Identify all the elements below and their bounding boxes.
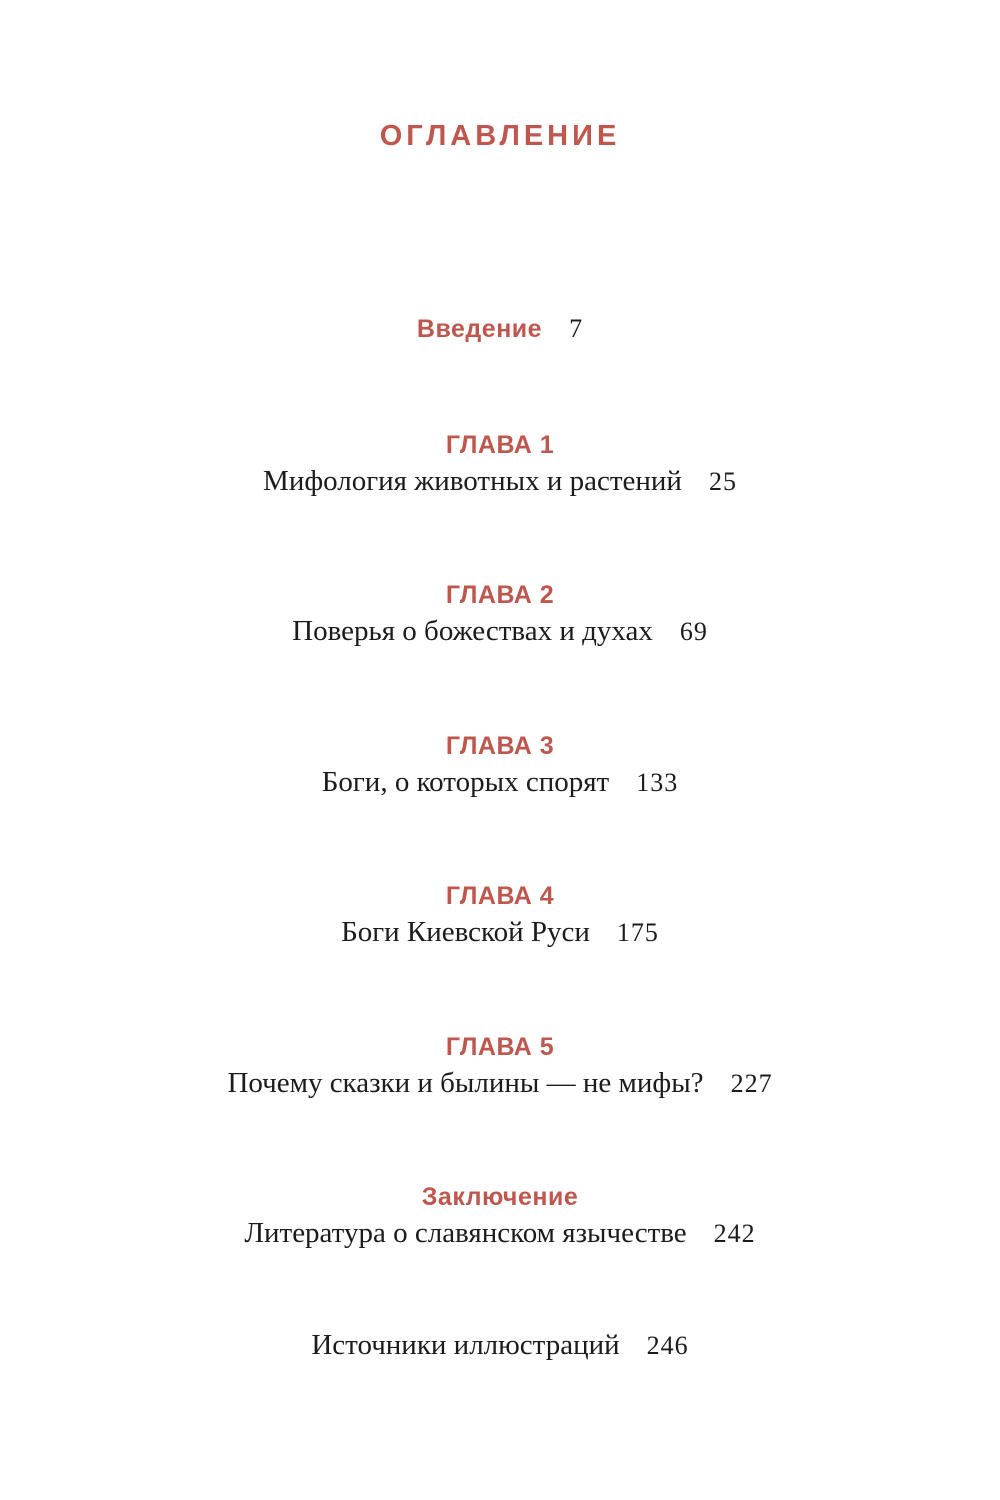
toc-entry-label-row (0, 428, 1000, 462)
toc-entry-title: Боги, о которых спорят (321, 766, 610, 798)
toc-entry-page-number: 69 (679, 617, 708, 646)
toc-entry-title-row (0, 913, 1000, 952)
toc-entry (0, 1180, 1000, 1253)
toc-entry (0, 578, 1000, 651)
toc-entry (0, 1030, 1000, 1103)
toc-entry-page-number: 133 (636, 768, 679, 797)
toc-entry-title-row (0, 1214, 1000, 1253)
toc-entry-label-row (0, 1030, 1000, 1064)
toc-entry-label-row (0, 312, 1000, 346)
toc-entry-page-number: 25 (708, 467, 737, 496)
toc-entry-title: Литература о славянском язычестве (244, 1217, 687, 1249)
toc-entry (0, 1326, 1000, 1365)
toc-entry-title-row (0, 462, 1000, 501)
toc-entry (0, 879, 1000, 952)
toc-entry-title: Поверья о божествах и духах (292, 615, 653, 647)
toc-entry-title-row (0, 1064, 1000, 1103)
toc-entry-page-number: 246 (646, 1331, 689, 1360)
toc-entry-label-row (0, 879, 1000, 913)
toc-entry-title: Мифология животных и растений (263, 465, 682, 497)
toc-entry-label-row (0, 1180, 1000, 1214)
toc-entry-title: Почему сказки и былины — не мифы? (227, 1067, 704, 1099)
toc-entry-title-row (0, 612, 1000, 651)
toc-entry-label-row (0, 729, 1000, 763)
toc-entry-label: ГЛАВА 4 (445, 882, 555, 910)
toc-entry (0, 312, 1000, 346)
toc-entry (0, 428, 1000, 501)
toc-entry-title: Источники иллюстраций (311, 1329, 620, 1361)
toc-entry-label: Заключение (421, 1183, 579, 1211)
toc-entry (0, 729, 1000, 802)
toc-entry-title: Боги Киевской Руси (341, 916, 590, 948)
toc-entry-page-number: 227 (730, 1069, 773, 1098)
toc-entry-title-row (0, 763, 1000, 802)
toc-entry-page-number: 175 (616, 918, 659, 947)
toc-entry-label-row (0, 578, 1000, 612)
toc-entry-label: ГЛАВА 5 (445, 1033, 555, 1061)
toc-entry-label: Введение (416, 315, 543, 343)
toc-entry-label: ГЛАВА 3 (445, 732, 555, 760)
toc-entry-page-number: 242 (713, 1219, 756, 1248)
page-title: ОГЛАВЛЕНИЕ (379, 120, 621, 152)
toc-entry-label: ГЛАВА 2 (445, 581, 555, 609)
toc-entry-page-number: 7 (569, 314, 584, 343)
toc-entry-label: ГЛАВА 1 (445, 431, 555, 459)
toc-entry-title-row (0, 1326, 1000, 1365)
